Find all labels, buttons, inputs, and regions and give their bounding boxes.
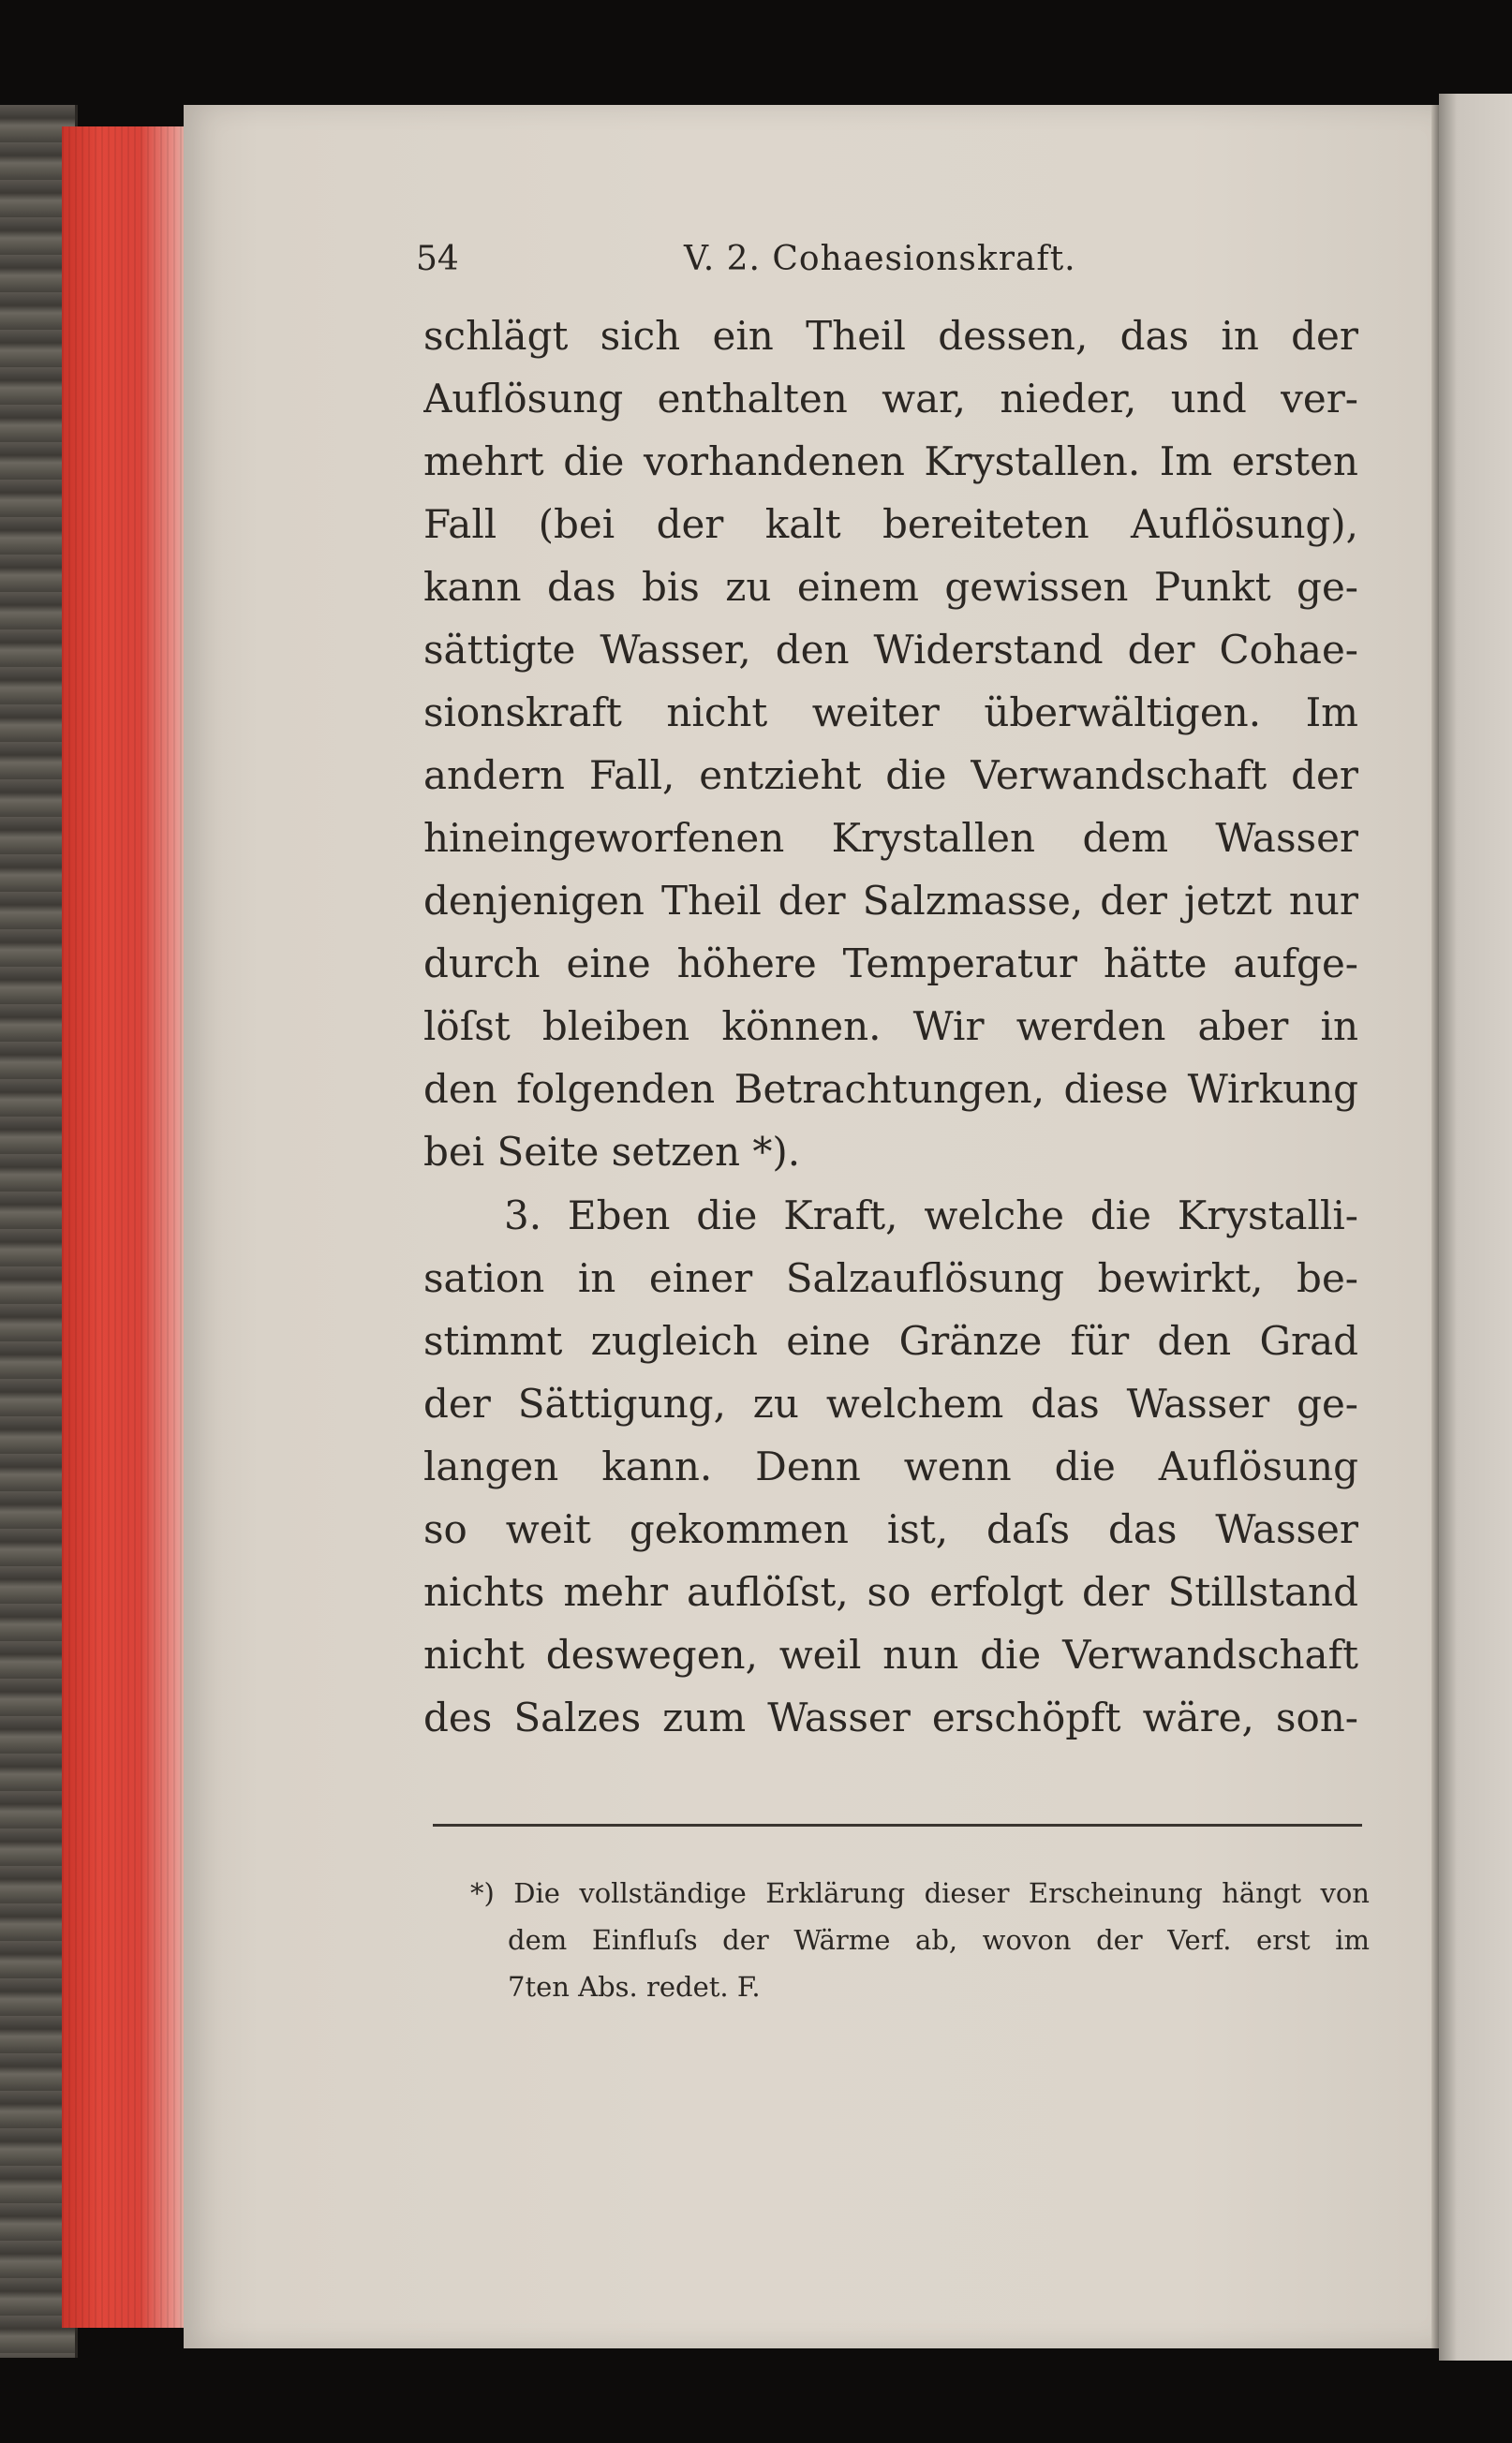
footnote-line: *) Die vollständige Erklärung dieser Erscheinung hängt von (470, 1877, 1370, 1909)
text-line: langen kann. Denn wenn die Auflösung (423, 1444, 1358, 1489)
footnote-line: 7ten Abs. redet. F. (508, 1971, 761, 2003)
footnote (470, 1870, 1370, 2010)
page-gutter (1431, 105, 1439, 2348)
text-line: hineingeworfenen Krystallen dem Wasser (423, 815, 1358, 861)
red-page-edges (62, 126, 191, 2328)
text-line: sionskraft nicht weiter überwältigen. Im (423, 689, 1358, 735)
footnote-line: dem Einfluſs der Wärme ab, wovon der Verf. erst im (508, 1924, 1370, 1956)
running-head: V. 2. Cohaesionskraft. (684, 240, 1076, 278)
text-line: des Salzes zum Wasser erschöpft wäre, son- (423, 1695, 1358, 1740)
text-line: der Sättigung, zu welchem das Wasser ge- (423, 1381, 1358, 1427)
body-text (423, 304, 1358, 1749)
text-line: kann das bis zu einem gewissen Punkt ge- (423, 564, 1358, 610)
text-line: den folgenden Betrachtungen, diese Wirkung (423, 1066, 1358, 1112)
text-line: denjenigen Theil der Salzmasse, der jetzt nur (423, 878, 1358, 924)
text-line: mehrt die vorhandenen Krystallen. Im ersten (423, 438, 1358, 484)
text-line: löſst bleiben können. Wir werden aber in (423, 1003, 1358, 1049)
adjacent-page-edge (1439, 94, 1512, 2361)
text-line: so weit gekommen ist, daſs das Wasser (423, 1506, 1358, 1552)
text-line: nicht deswegen, weil nun die Verwandschaft (423, 1632, 1358, 1678)
footnote-rule (433, 1824, 1362, 1827)
text-line: andern Fall, entzieht die Verwandschaft der (423, 752, 1358, 798)
text-line: sation in einer Salzauflösung bewirkt, be- (423, 1255, 1358, 1301)
text-line: nichts mehr auflöſst, so erfolgt der Stillstand (423, 1569, 1358, 1615)
page-number: 54 (416, 240, 459, 278)
text-line: schlägt sich ein Theil dessen, das in der (423, 313, 1358, 359)
text-line-paragraph-start: 3. Eben die Kraft, welche die Krystalli- (504, 1192, 1358, 1238)
text-line: sättigte Wasser, den Widerstand der Cohae- (423, 627, 1358, 673)
text-line: durch eine höhere Temperatur hätte aufge- (423, 940, 1358, 986)
text-line: stimmt zugleich eine Gränze für den Grad (423, 1318, 1358, 1364)
text-line: Auflösung enthalten war, nieder, und ver- (423, 376, 1358, 422)
text-line: Fall (bei der kalt bereiteten Auflösung), (423, 501, 1358, 547)
text-line-paragraph-end: bei Seite setzen *). (423, 1129, 801, 1175)
